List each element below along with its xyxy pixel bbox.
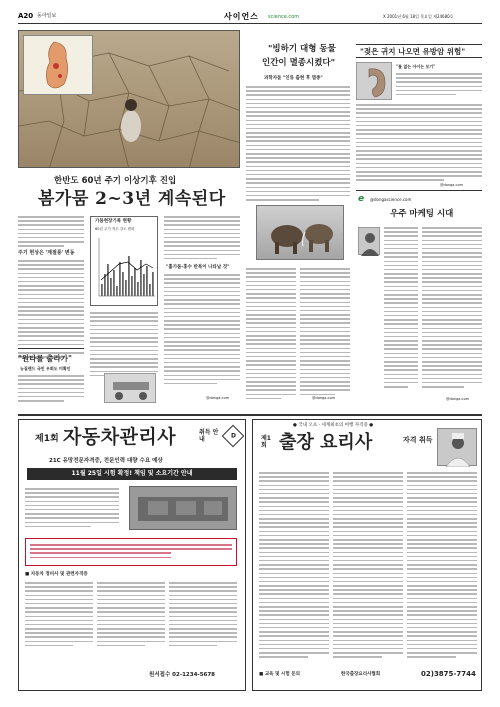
paper-name: 동아일보 bbox=[37, 13, 57, 19]
main-story-body-col1 bbox=[18, 216, 84, 250]
right-ad-body2 bbox=[333, 472, 403, 660]
page-header bbox=[18, 10, 482, 24]
right-feature-headline-box bbox=[356, 44, 482, 58]
column-byline: @donga.com bbox=[446, 397, 470, 401]
right-feature-body2 bbox=[356, 104, 482, 184]
equipment-image bbox=[105, 374, 157, 404]
column-title: 우주 마케팅 시대 bbox=[390, 209, 454, 219]
left-ad-stamp bbox=[222, 425, 245, 448]
main-story-subhead1: 주기 현상은 '계절풍' 변동 bbox=[18, 250, 75, 256]
right-ad-footer-left: ■ 교육 및 시험 문의 bbox=[259, 672, 300, 677]
left-ad-title-prefix: 제1회 bbox=[35, 434, 59, 444]
sidebar-box bbox=[18, 348, 84, 410]
right-ad-phone: 02)3875-7744 bbox=[421, 670, 476, 678]
korea-map-icon bbox=[24, 36, 94, 96]
right-feature-byline: @donga.com bbox=[440, 183, 464, 187]
left-ad-body3 bbox=[97, 582, 165, 649]
column-body2 bbox=[422, 227, 482, 390]
left-ad-photo bbox=[129, 486, 237, 530]
column-logo: e bbox=[358, 194, 365, 204]
left-ad-banner: 11월 25일 시험 확정! 책임 및 소요기간 안내 bbox=[27, 468, 237, 480]
chart-title: 가뭄현장기록 현황 bbox=[95, 219, 132, 224]
columnist-photo bbox=[358, 227, 380, 255]
left-ad-body2 bbox=[25, 582, 93, 649]
main-story-kicker: 한반도 60년 주기 이상기후 진입 bbox=[54, 176, 177, 186]
left-ad-body1 bbox=[25, 488, 119, 530]
chart-subtitle: 60년 주기 적우 강도 변화 bbox=[95, 227, 135, 231]
chart-box bbox=[90, 216, 158, 306]
middle-feature-caption: 과학자들 "인류 출현 후 멸종" bbox=[264, 76, 323, 81]
left-ad-callout-text bbox=[30, 544, 232, 561]
ear-photo bbox=[356, 62, 392, 100]
left-ad-side-badge: 취득 안내 bbox=[199, 429, 219, 444]
left-ad-footer: 원서접수 02-1234-5678 bbox=[149, 672, 216, 678]
right-ad-top-line: ● 국내 오프 · 세계최초의 여행 자격증 ● bbox=[293, 423, 374, 428]
left-ad-callout bbox=[25, 538, 237, 566]
main-story-byline: @donga.com bbox=[206, 396, 230, 400]
mammoth-photo bbox=[256, 205, 344, 260]
right-ad bbox=[252, 419, 482, 691]
column-box bbox=[356, 190, 482, 408]
main-story-body-col1b bbox=[18, 260, 84, 361]
drought-photo bbox=[104, 373, 156, 403]
right-feature-headline: "젖은 귀지 나오면 유방암 위험" bbox=[360, 46, 466, 56]
right-ad-title-prefix: 제1회 bbox=[261, 435, 271, 449]
ear-icon bbox=[357, 63, 393, 101]
right-feature-kicker: "물 없는 아이는 모기" bbox=[396, 64, 436, 69]
left-ad-list-title: ■ 자동차 정비사 및 관련자격증 bbox=[25, 572, 88, 577]
right-ad-footer-mid: 한국출장요리사협회 bbox=[341, 672, 381, 677]
main-photo bbox=[18, 30, 240, 168]
page-number: A20 bbox=[18, 12, 34, 20]
main-story-subhead3: "흙가뭄-홍수 반복이 나타날 것" bbox=[166, 265, 230, 270]
section-title: 사이언스 bbox=[224, 12, 259, 21]
left-ad bbox=[18, 419, 246, 691]
middle-feature-body2 bbox=[246, 268, 296, 402]
left-ad-title: 자동차관리사 bbox=[63, 426, 177, 448]
main-story-body-col3 bbox=[164, 216, 240, 262]
inset-map bbox=[23, 35, 93, 95]
middle-feature-body bbox=[246, 86, 350, 203]
left-ad-stamp-label: D bbox=[231, 432, 237, 440]
main-story-headline: 봄가뭄 2~3년 계속된다 bbox=[38, 189, 226, 209]
middle-feature-headline-2: 인간이 멸종시켰다" bbox=[262, 58, 336, 68]
column-domain: @dongascience.com bbox=[370, 197, 412, 202]
site-name: science.com bbox=[268, 13, 300, 20]
car-engine-image bbox=[130, 487, 238, 531]
middle-feature-byline: @donga.com bbox=[312, 396, 336, 400]
right-ad-photo bbox=[437, 428, 477, 466]
chef-photo bbox=[438, 429, 478, 467]
column-body1 bbox=[384, 227, 418, 390]
main-story-body-col3b bbox=[164, 274, 240, 387]
main-story-subhead4: 뉴질랜드 국민 우회도 미확인 bbox=[20, 366, 71, 371]
left-ad-subtitle: 21C 유망전문자격증, 전문인력 대량 수요 예상 bbox=[49, 458, 163, 464]
right-ad-side-badge: 자격 취득 bbox=[403, 436, 433, 444]
right-ad-body3 bbox=[407, 472, 477, 660]
right-ad-body1 bbox=[259, 472, 329, 660]
middle-feature-headline-1: "빙하기 대형 동물 bbox=[268, 44, 336, 54]
chart-plot bbox=[93, 234, 157, 304]
sidebar-body bbox=[18, 375, 84, 404]
right-feature-body1 bbox=[396, 73, 482, 98]
person-icon bbox=[359, 228, 381, 256]
mammoth-image bbox=[257, 206, 344, 260]
main-story-subhead2: "원타를 출라가" bbox=[18, 354, 72, 363]
issue-date: X 2001년 6월 18일 목요일 제24680호 bbox=[383, 14, 454, 19]
left-ad-body4 bbox=[169, 582, 237, 649]
right-ad-title: 출장 요리사 bbox=[279, 432, 373, 453]
main-story-body-col2 bbox=[90, 312, 158, 379]
ad-divider bbox=[18, 414, 482, 416]
middle-feature-body3 bbox=[300, 268, 350, 398]
